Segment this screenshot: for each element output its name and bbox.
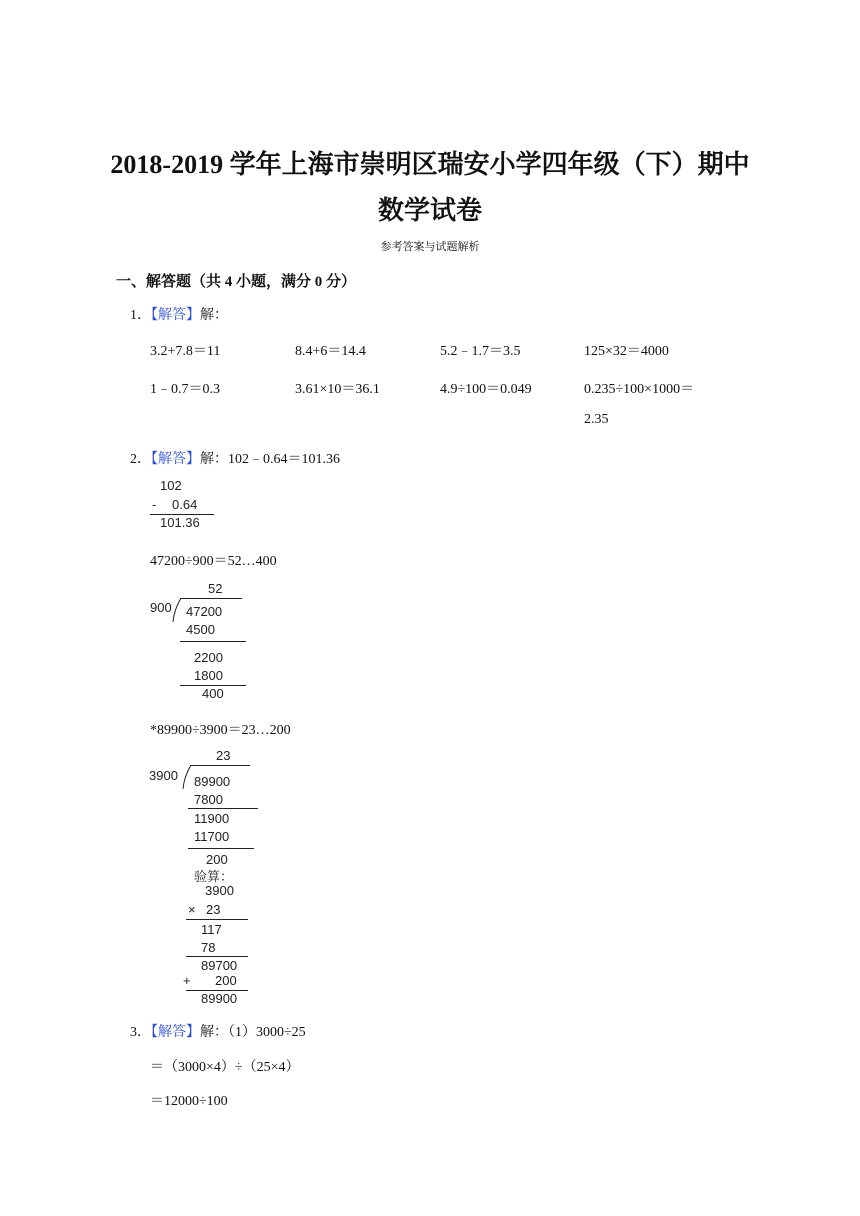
sub-minuend: 102 — [160, 478, 182, 493]
div1-rule1 — [180, 641, 246, 642]
div2-remainder1: 11900 — [194, 811, 230, 826]
check-rule2 — [186, 956, 248, 957]
q1-item: 4.9÷100＝0.049 — [440, 382, 532, 397]
q2-lead: 解：102﹣0.64＝101.36 — [200, 452, 340, 467]
q1-header — [130, 304, 228, 324]
q1-item: 5.2﹣1.7＝3.5 — [440, 344, 521, 359]
q2-division-equation-2: *89900÷3900＝23…200 — [150, 723, 291, 738]
check-plus-sign: + — [183, 973, 191, 988]
q1-item: 0.235÷100×1000＝ — [584, 382, 695, 397]
q1-answer-tag: 【解答】 — [151, 308, 200, 323]
div1-step1: 4500 — [186, 622, 215, 637]
check-total: 89900 — [201, 991, 238, 1006]
div2-dividend: 89900 — [194, 774, 231, 789]
q3-step: ＝12000÷100 — [150, 1094, 228, 1109]
q1-item: 3.2+7.8＝11 — [150, 344, 221, 359]
div1-remainder: 400 — [202, 686, 224, 701]
div1-vinculum — [180, 598, 242, 599]
q1-lead: 解： — [200, 308, 228, 323]
check-rule1 — [186, 919, 248, 920]
q2-number: 2． — [130, 452, 151, 467]
sub-result: 101.36 — [160, 515, 200, 530]
check-multiplicand: 3900 — [205, 883, 234, 898]
section-heading: 一、解答题（共 4 小题，满分 0 分） — [116, 274, 357, 290]
q3-header — [130, 1021, 306, 1041]
div2-rule2 — [188, 848, 254, 849]
check-times-sign: × — [188, 902, 196, 917]
q1-item: 8.4+6＝14.4 — [295, 344, 366, 359]
page-subtitle: 参考答案与试题解析 — [380, 240, 480, 253]
q3-answer-tag: 【解答】 — [151, 1025, 200, 1040]
q1-item: 1﹣0.7＝0.3 — [150, 382, 220, 397]
div1-quotient: 52 — [208, 581, 223, 596]
div2-bracket — [182, 765, 192, 789]
check-addend: 200 — [215, 973, 237, 988]
div2-remainder: 200 — [206, 852, 228, 867]
q1-number: 1． — [130, 308, 151, 323]
q3-step: ＝（3000×4）÷（25×4） — [150, 1060, 300, 1075]
check-partial1: 117 — [201, 922, 222, 937]
div2-step2: 11700 — [194, 829, 230, 844]
q2-header — [130, 448, 340, 468]
sub-operator: - — [152, 497, 157, 512]
q2-answer-tag: 【解答】 — [151, 452, 200, 467]
q1-item: 2.35 — [584, 412, 609, 427]
check-partial2: 78 — [201, 940, 216, 955]
q1-item: 3.61×10＝36.1 — [295, 382, 380, 397]
page-title-line1: 2018-2019 学年上海市崇明区瑞安小学四年级（下）期中 — [110, 150, 750, 179]
verification-label: 验算： — [194, 870, 234, 885]
div1-divisor: 900 — [150, 600, 172, 615]
check-product: 89700 — [201, 958, 238, 973]
q2-division-equation-1: 47200÷900＝52…400 — [150, 554, 277, 569]
check-multiplier: 23 — [206, 902, 221, 917]
div1-remainder1: 2200 — [194, 650, 223, 665]
div2-quotient: 23 — [216, 748, 231, 763]
div1-dividend: 47200 — [186, 604, 223, 619]
sub-subtrahend: 0.64 — [172, 497, 198, 512]
q1-item: 125×32＝4000 — [584, 344, 669, 359]
div1-bracket — [172, 598, 182, 622]
div2-divisor: 3900 — [149, 768, 178, 783]
div1-step2: 1800 — [194, 668, 223, 683]
div2-step1: 7800 — [194, 792, 223, 807]
q3-lead: 解：（1）3000÷25 — [200, 1025, 306, 1040]
div2-rule1 — [188, 808, 258, 809]
q3-number: 3． — [130, 1025, 151, 1040]
div2-vinculum — [190, 765, 250, 766]
page-title-line2: 数学试卷 — [377, 196, 482, 225]
